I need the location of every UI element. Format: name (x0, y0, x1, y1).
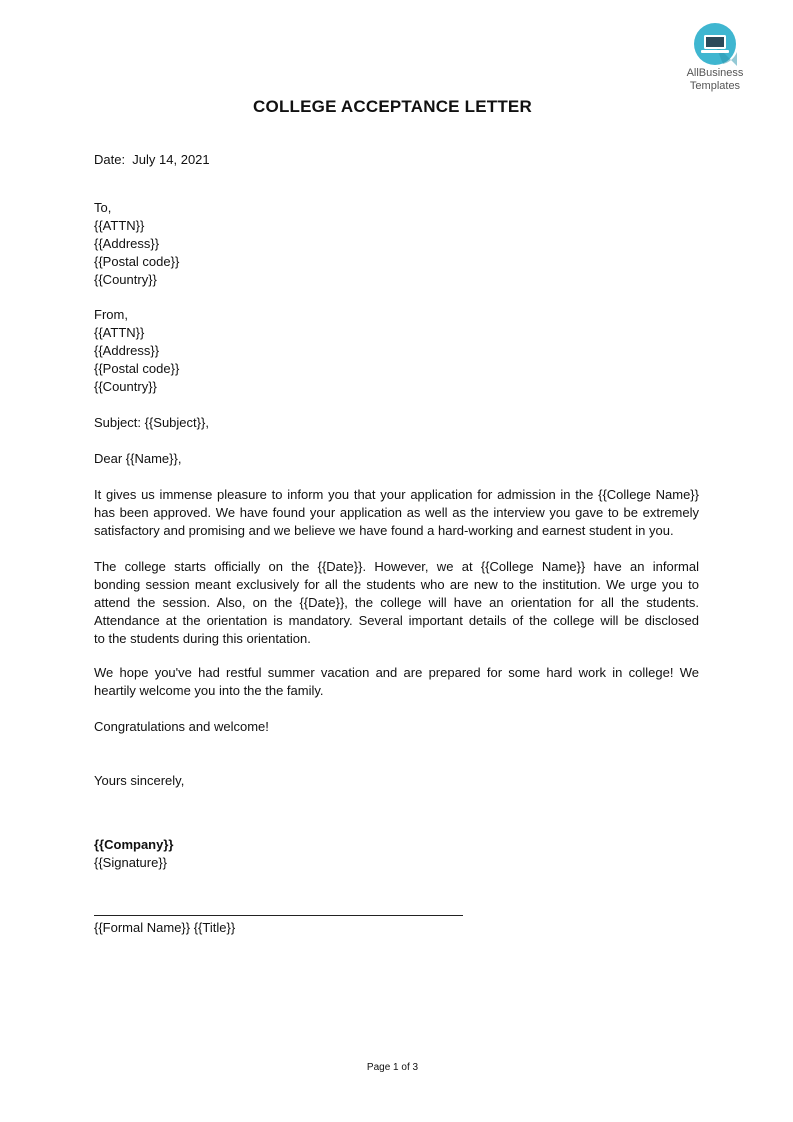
paragraph-line: bonding session meant exclusively for all the students who are new to the institution. We urge you to (94, 577, 699, 592)
signature-line (94, 915, 463, 916)
paragraph-2 (94, 558, 699, 648)
to-line: {{ATTN}} (94, 218, 145, 233)
salutation-text: Dear {{Name}}, (94, 451, 182, 466)
formal-name-text: {{Formal Name}} {{Title}} (94, 920, 236, 935)
from-line: {{Postal code}} (94, 361, 180, 376)
formal-name-block (94, 919, 699, 937)
paragraph-line: It gives us immense pleasure to inform you that your application for admission in the {{College Name}} (94, 487, 699, 502)
subject-text: Subject: {{Subject}}, (94, 415, 209, 430)
paragraph-3 (94, 664, 699, 700)
laptop-icon (693, 22, 737, 66)
from-block (94, 306, 699, 396)
from-line: {{Address}} (94, 343, 160, 358)
to-line: {{Country}} (94, 272, 157, 287)
page-footer: Page 1 of 3 (366, 1062, 419, 1073)
closing-congrats (94, 718, 699, 736)
to-line: To, (94, 200, 112, 215)
paragraph-line: Attendance at the orientation is mandatory. Several important details of the college will be disclosed (94, 613, 699, 628)
salutation (94, 450, 699, 468)
logo-line2: Templates (689, 80, 741, 92)
from-line: {{Country}} (94, 379, 157, 394)
signature-block (94, 836, 699, 872)
brand-logo (680, 22, 750, 92)
subject-line (94, 414, 699, 432)
paragraph-line: The college starts officially on the {{Date}}. However, we at {{College Name}} have an informal (94, 559, 699, 574)
paragraph-line: heartily welcome you into the the family. (94, 683, 324, 698)
letter-title: COLLEGE ACCEPTANCE LETTER (253, 97, 532, 116)
paragraph-1 (94, 486, 699, 540)
logo-line1: AllBusiness (686, 67, 744, 79)
paragraph-line: We hope you've had restful summer vacation and are prepared for some hard work in college! We (94, 665, 699, 680)
to-block (94, 199, 699, 289)
paragraph-line: to the students during this orientation. (94, 631, 311, 646)
from-line: From, (94, 307, 128, 322)
closing-text: Yours sincerely, (94, 773, 185, 788)
to-line: {{Postal code}} (94, 254, 180, 269)
paragraph-line: attend the session. Also, on the {{Date}}, the college will have an orientation for all the students. (94, 595, 699, 610)
date-text: Date: July 14, 2021 (94, 152, 210, 167)
company-name: {{Company}} (94, 837, 174, 852)
from-line: {{ATTN}} (94, 325, 145, 340)
closing-sincerely (94, 772, 699, 790)
signature-text: {{Signature}} (94, 855, 168, 870)
paragraph-line: has been approved. We have found your application as well as the interview you gave to be extremely (94, 505, 699, 520)
to-line: {{Address}} (94, 236, 160, 251)
date-line (94, 151, 699, 169)
paragraph-line: satisfactory and promising and we believe we have found a hard-working and earnest student in you. (94, 523, 674, 538)
closing-text: Congratulations and welcome! (94, 719, 269, 734)
